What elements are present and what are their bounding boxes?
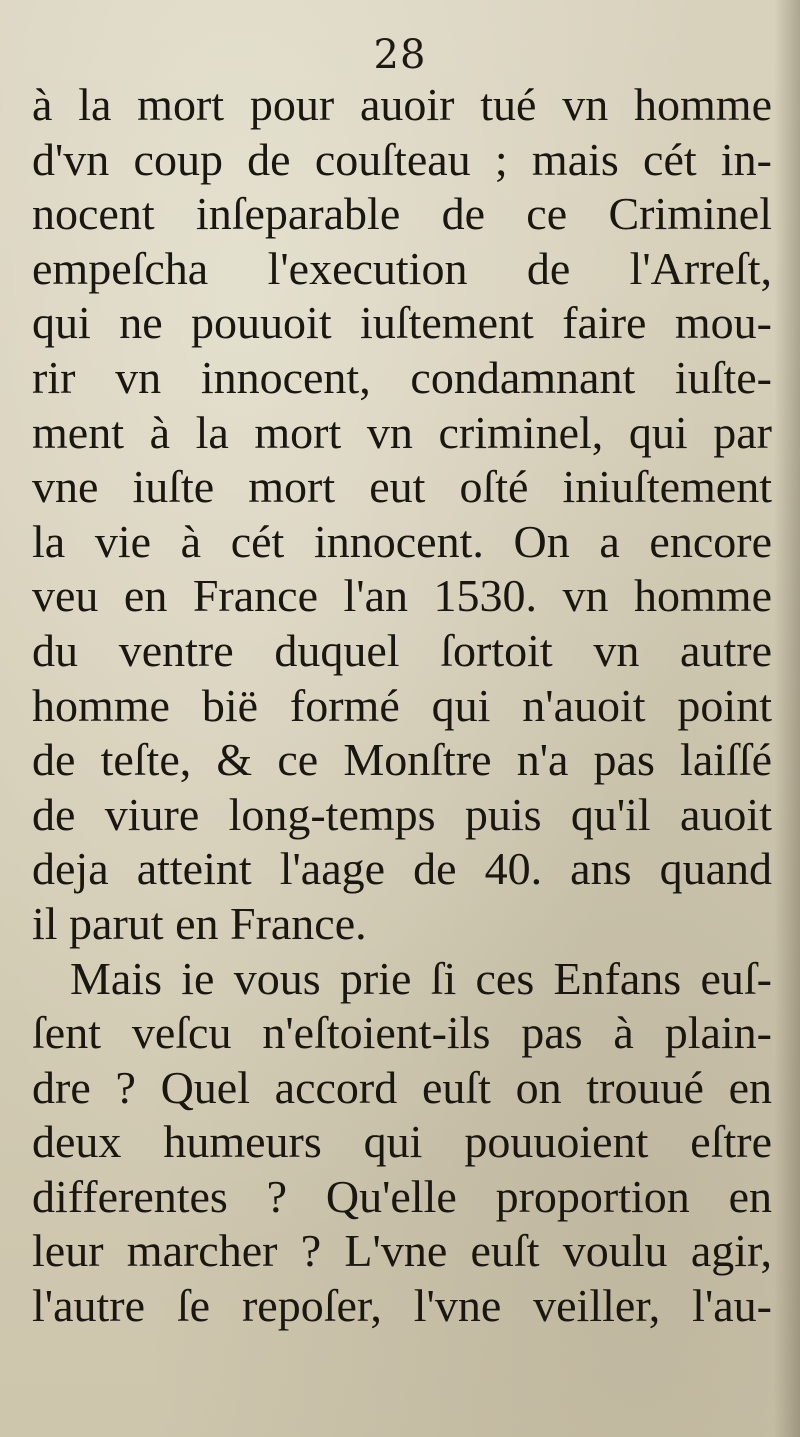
text-line: de teſte, & ce Monſtre n'a pas laiſſé [32, 734, 772, 786]
body-text [32, 78, 772, 1334]
text-line: homme bië formé qui n'auoit point [32, 679, 772, 731]
text-line: leur marcher ? L'vne euſt voulu agir, [32, 1225, 772, 1277]
text-line: à la mort pour auoir tué vn homme [32, 79, 772, 130]
text-line: vne iuſte mort eut oſté iniuſtement [32, 461, 772, 513]
text-line: il parut en France. [32, 897, 367, 949]
text-line: differentes ? Qu'elle proportion en [32, 1170, 772, 1222]
text-line: Mais ie vous prie ſi ces Enfans euſ- [70, 952, 772, 1004]
text-line: empeſcha l'execution de l'Arreſt, [32, 242, 772, 294]
text-line: ſent veſcu n'eſtoient-ils pas à plain- [32, 1007, 772, 1059]
text-line: l'autre ſe repoſer, l'vne veiller, l'au- [32, 1280, 772, 1332]
page-number: 28 [373, 32, 427, 78]
text-line: deux humeurs qui pouuoient eſtre [32, 1116, 772, 1168]
text-line: deja atteint l'aage de 40. ans quand [32, 843, 772, 895]
text-line: nocent inſeparable de ce Criminel [32, 188, 772, 240]
text-line: veu en France l'an 1530. vn homme [32, 570, 772, 622]
text-line: du ventre duquel ſortoit vn autre [32, 624, 772, 676]
page-edge-shadow [774, 0, 800, 1437]
text-line: qui ne pouuoit iuſtement faire mou- [32, 297, 772, 349]
text-line: la vie à cét innocent. On a encore [32, 515, 772, 567]
text-line: rir vn innocent, condamnant iuſte- [32, 351, 772, 403]
text-line: dre ? Quel accord euſt on trouué en [32, 1061, 772, 1113]
text-line: ment à la mort vn criminel, qui par [32, 406, 772, 458]
text-line: d'vn coup de couſteau ; mais cét in- [32, 133, 772, 185]
text-line: de viure long-temps puis qu'il auoit [32, 788, 772, 840]
